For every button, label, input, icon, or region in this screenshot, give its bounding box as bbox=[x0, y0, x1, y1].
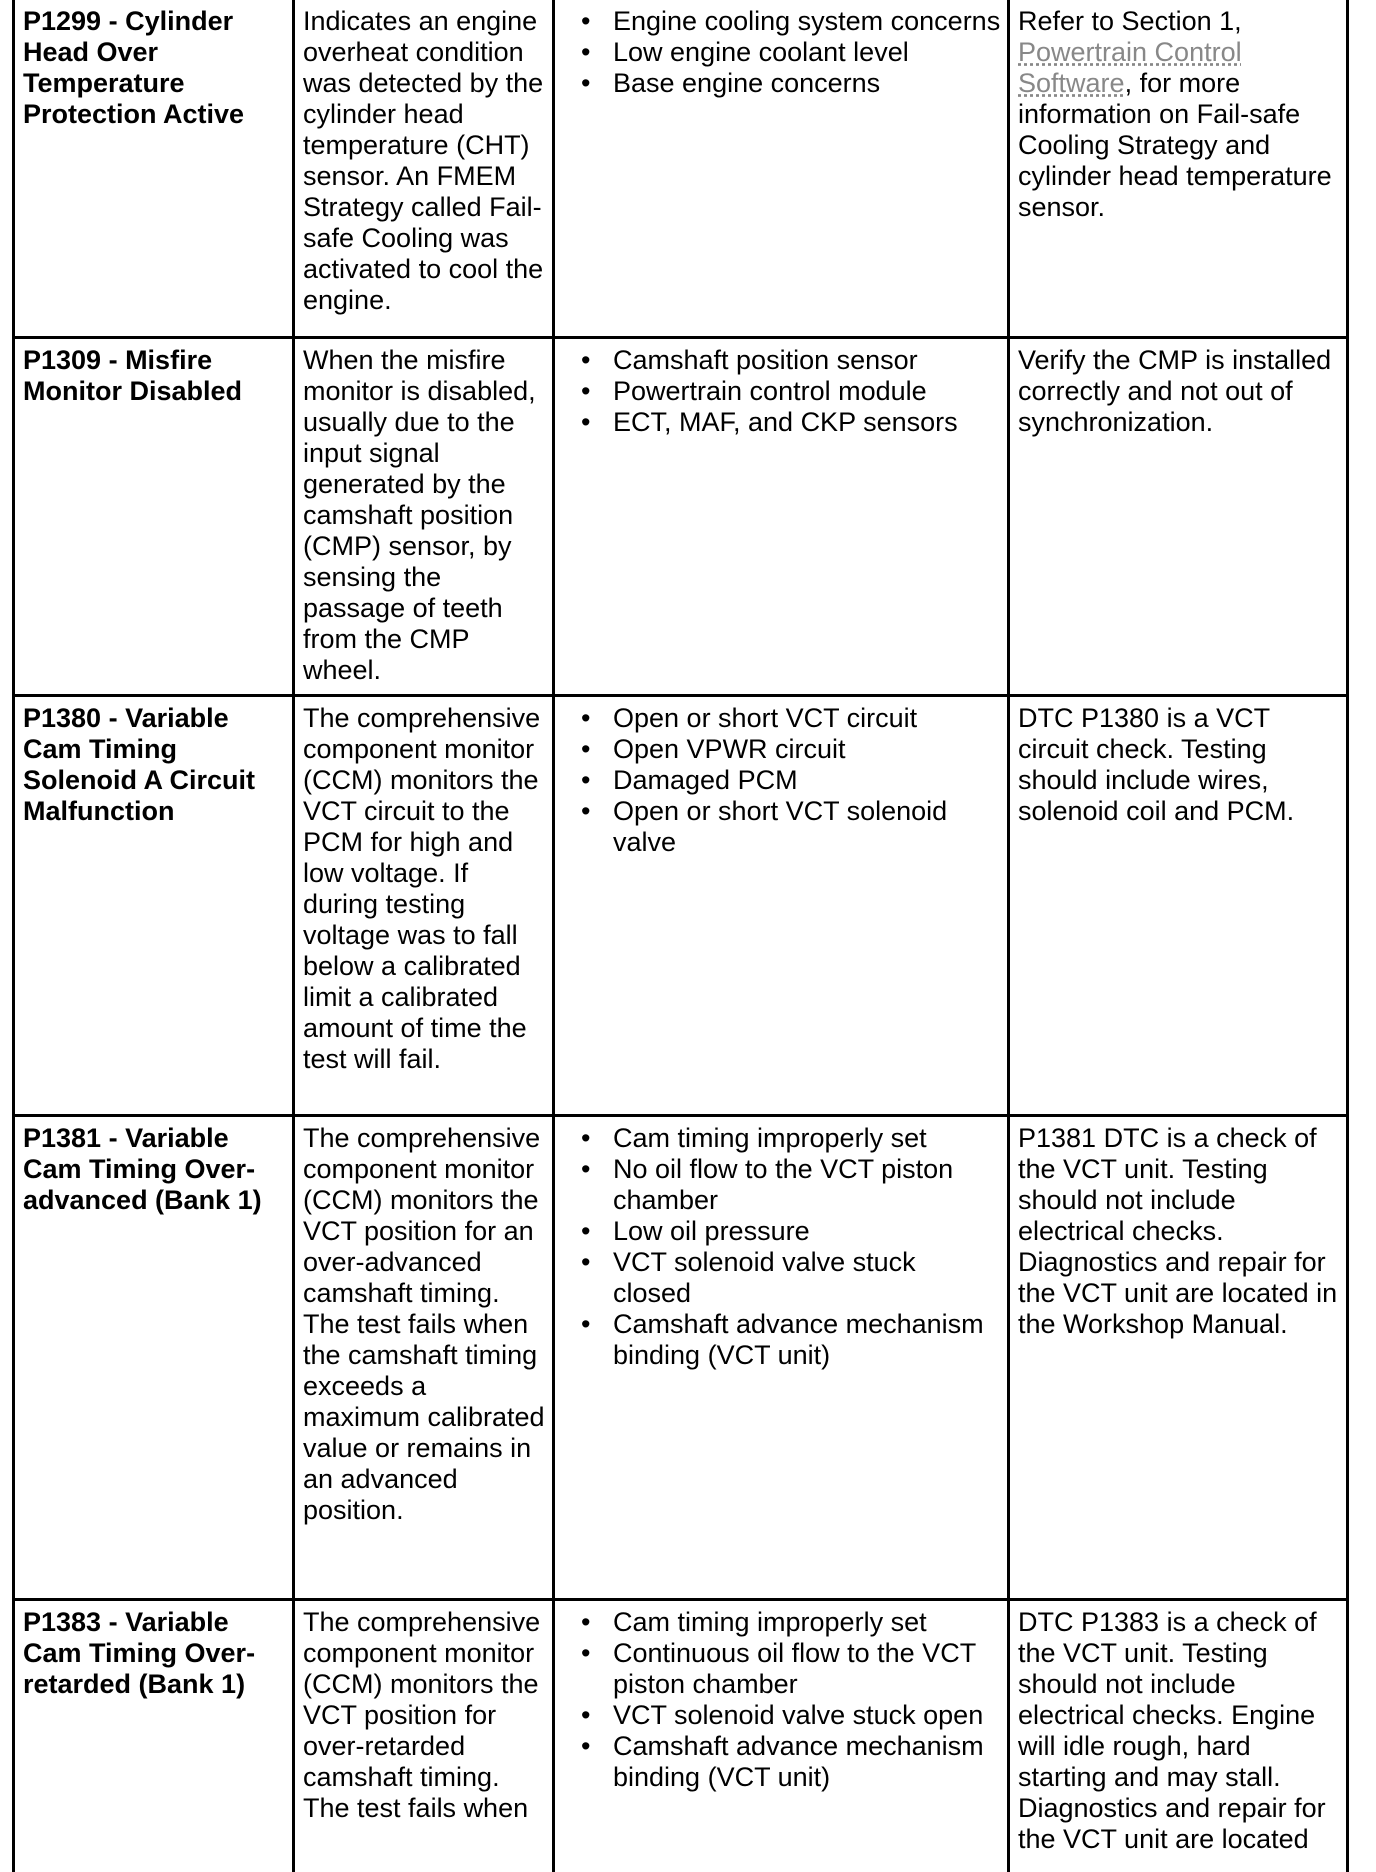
cause-item: • Open or short VCT solenoid valve bbox=[613, 796, 1001, 858]
action-text: Refer to Section 1, bbox=[1018, 6, 1242, 36]
cause-item: • Damaged PCM bbox=[613, 765, 1001, 796]
dtc-description: When the misfire monitor is disabled, usually due to the input signal generated by the camshaft position (CMP) sensor, by sensing the passage of teeth from the CMP wheel. bbox=[294, 337, 554, 695]
cause-item: • Base engine concerns bbox=[613, 68, 1001, 99]
cause-item: • Open or short VCT circuit bbox=[613, 703, 1001, 734]
dtc-description: The comprehensive component monitor (CCM) monitors the VCT circuit to the PCM for high and low voltage. If during testing voltage was to fall below a calibrated limit a calibrated amount of time the test will fail. bbox=[294, 695, 554, 1115]
dtc-code: P1380 - Variable Cam Timing Solenoid A Circuit Malfunction bbox=[14, 695, 294, 1115]
action-cell bbox=[1009, 0, 1348, 337]
cause-item: • Continuous oil flow to the VCT piston chamber bbox=[613, 1638, 1001, 1700]
table-row bbox=[14, 695, 1348, 1115]
table-row bbox=[14, 337, 1348, 695]
dtc-description: The comprehensive component monitor (CCM) monitors the VCT position for over-retarded camshaft timing. The test fails when bbox=[294, 1599, 554, 1872]
possible-causes-cell bbox=[554, 0, 1009, 337]
possible-causes-cell bbox=[554, 337, 1009, 695]
dtc-code: P1383 - Variable Cam Timing Over-retarded (Bank 1) bbox=[14, 1599, 294, 1872]
cause-item: • Camshaft position sensor bbox=[613, 345, 1001, 376]
cause-item: • Powertrain control module bbox=[613, 376, 1001, 407]
table-row bbox=[14, 0, 1348, 337]
possible-causes-list bbox=[563, 1607, 1001, 1793]
cause-item: • Low engine coolant level bbox=[613, 37, 1001, 68]
possible-causes-list bbox=[563, 345, 1001, 438]
action-text: DTC P1380 is a VCT circuit check. Testing should include wires, solenoid coil and PCM. bbox=[1009, 695, 1348, 1115]
cause-item: • Open VPWR circuit bbox=[613, 734, 1001, 765]
possible-causes-list bbox=[563, 1123, 1001, 1371]
action-text: P1381 DTC is a check of the VCT unit. Testing should not include electrical checks. Diagnostics and repair for the VCT unit are located in the Workshop Manual. bbox=[1009, 1115, 1348, 1599]
possible-causes-cell bbox=[554, 1115, 1009, 1599]
dtc-code: P1381 - Variable Cam Timing Over-advanced (Bank 1) bbox=[14, 1115, 294, 1599]
cause-item: • Engine cooling system concerns bbox=[613, 6, 1001, 37]
cause-item: • Camshaft advance mechanism binding (VCT unit) bbox=[613, 1309, 1001, 1371]
cause-item: • Low oil pressure bbox=[613, 1216, 1001, 1247]
cause-item: • Cam timing improperly set bbox=[613, 1123, 1001, 1154]
dtc-description: Indicates an engine overheat condition was detected by the cylinder head temperature (CHT) sensor. An FMEM Strategy called Fail-safe Cooling was activated to cool the engine. bbox=[294, 0, 554, 337]
dtc-description: The comprehensive component monitor (CCM) monitors the VCT position for an over-advanced camshaft timing. The test fails when the camshaft timing exceeds a maximum calibrated value or remains in an advanced position. bbox=[294, 1115, 554, 1599]
cause-item: • VCT solenoid valve stuck closed bbox=[613, 1247, 1001, 1309]
dtc-code: P1309 - Misfire Monitor Disabled bbox=[14, 337, 294, 695]
cause-item: • Cam timing improperly set bbox=[613, 1607, 1001, 1638]
cause-item: • ECT, MAF, and CKP sensors bbox=[613, 407, 1001, 438]
possible-causes-list bbox=[563, 703, 1001, 858]
possible-causes-list bbox=[563, 6, 1001, 99]
dtc-code: P1299 - Cylinder Head Over Temperature Protection Active bbox=[14, 0, 294, 337]
cause-item: • No oil flow to the VCT piston chamber bbox=[613, 1154, 1001, 1216]
powertrain-control-software-link[interactable]: Powertrain Control Software bbox=[1018, 37, 1242, 98]
table-row bbox=[14, 1599, 1348, 1872]
dtc-table bbox=[12, 0, 1349, 1872]
action-text: Verify the CMP is installed correctly and not out of synchronization. bbox=[1009, 337, 1348, 695]
cause-item: • VCT solenoid valve stuck open bbox=[613, 1700, 1001, 1731]
possible-causes-cell bbox=[554, 695, 1009, 1115]
action-text: DTC P1383 is a check of the VCT unit. Testing should not include electrical checks. Engine will idle rough, hard starting and may stall. Diagnostics and repair for the VCT unit are located bbox=[1009, 1599, 1348, 1872]
possible-causes-cell bbox=[554, 1599, 1009, 1872]
table-row bbox=[14, 1115, 1348, 1599]
action-text: , for more information on Fail-safe Cooling Strategy and cylinder head temperature sensor. bbox=[1018, 68, 1332, 222]
cause-item: • Camshaft advance mechanism binding (VCT unit) bbox=[613, 1731, 1001, 1793]
